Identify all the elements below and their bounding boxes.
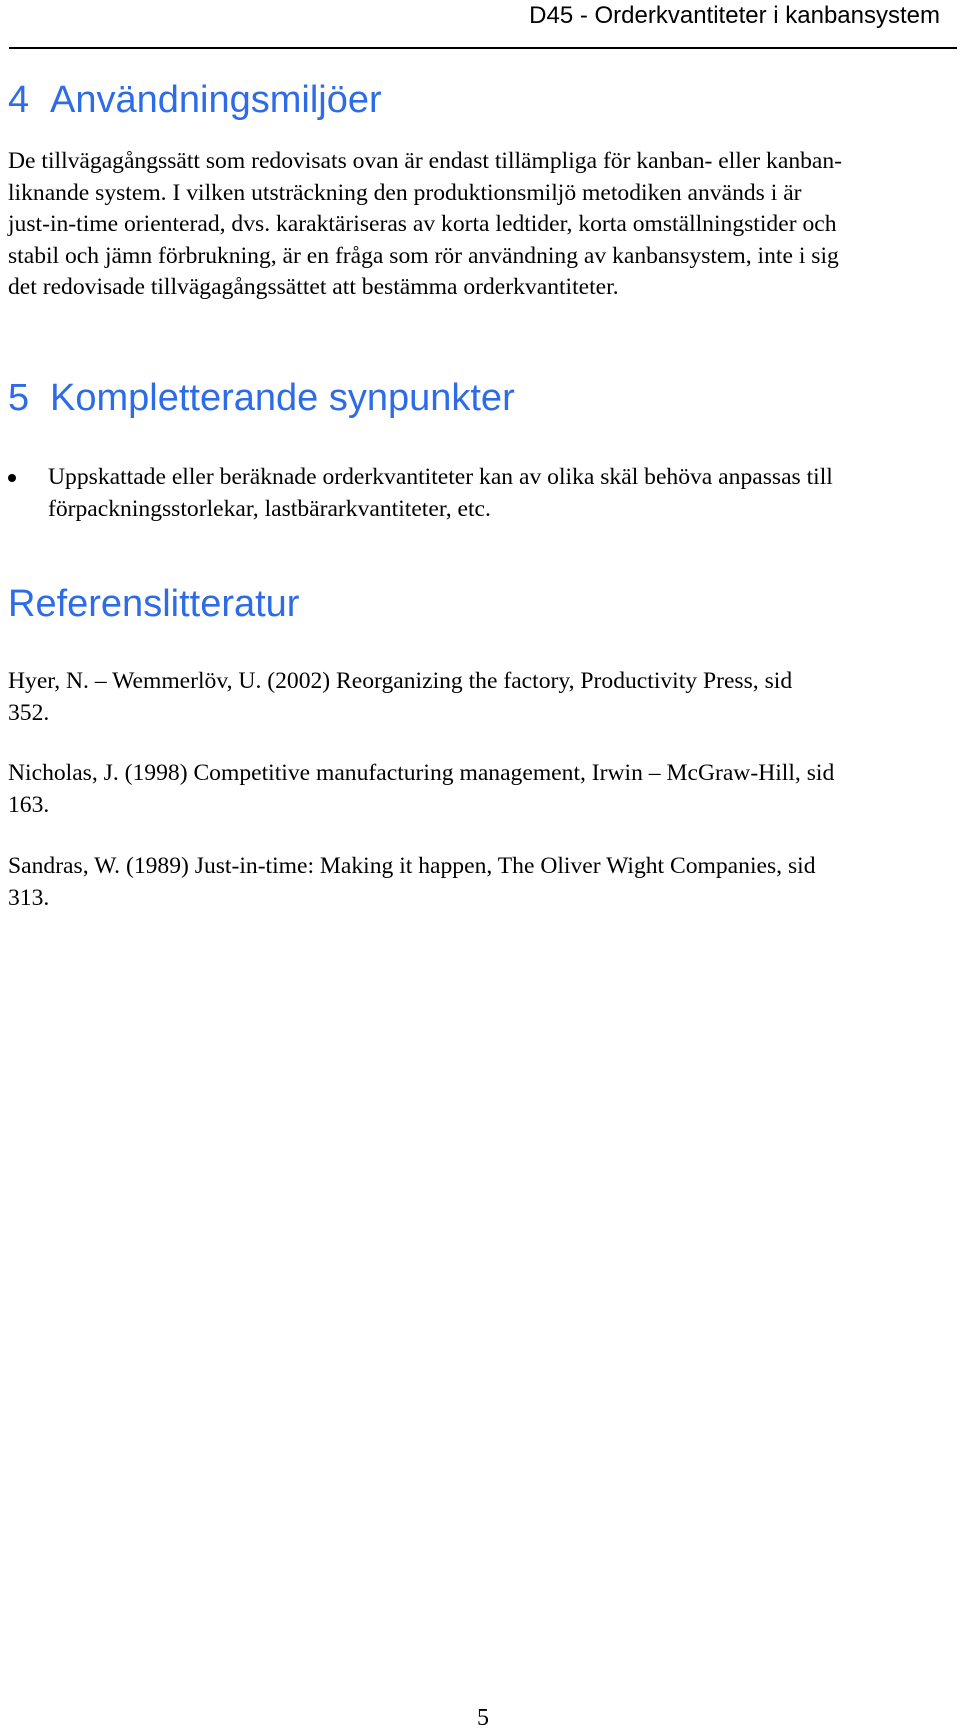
section-4-heading: [8, 78, 382, 122]
reference-line: Hyer, N. – Wemmerlöv, U. (2002) Reorganizing the factory, Productivity Press, sid: [8, 668, 793, 694]
references-heading: Referenslitteratur: [8, 583, 300, 625]
paragraph-line: just-in-time orienterad, dvs. karaktäriseras av korta ledtider, korta omställningstider och: [8, 211, 837, 237]
reference-line: Sandras, W. (1989) Just-in-time: Making it happen, The Oliver Wight Companies, sid: [8, 853, 816, 879]
section-4-number: 4: [8, 79, 30, 121]
paragraph-line: stabil och jämn förbrukning, är en fråga som rör användning av kanbansystem, inte i sig: [8, 242, 839, 269]
paragraph-line: det redovisade tillvägagångssättet att bestämma orderkvantiteter.: [8, 274, 619, 300]
section-5-heading: [8, 376, 515, 420]
reference-line: 352.: [8, 699, 50, 726]
bullet-icon: [8, 474, 16, 482]
reference-item: [8, 851, 960, 914]
reference-line: 163.: [8, 791, 50, 818]
section-4-paragraph: [8, 146, 960, 304]
reference-line: Nicholas, J. (1998) Competitive manufacturing management, Irwin – McGraw-Hill, sid: [8, 760, 835, 786]
section-5-number: 5: [8, 377, 30, 419]
page-number: 5: [477, 1705, 489, 1731]
bullet-line: förpackningsstorlekar, lastbärarkvantiteter, etc.: [48, 495, 491, 522]
paragraph-line: liknande system. I vilken utsträckning den produktionsmiljö metodiken används i är: [8, 179, 802, 206]
header-rule: [9, 47, 957, 49]
paragraph-line: De tillvägagångssätt som redovisats ovan är endast tillämpliga för kanban- eller kanban-: [8, 148, 843, 174]
section-5-title: Kompletterande synpunkter: [50, 377, 515, 419]
section-4-title: Användningsmiljöer: [50, 79, 382, 121]
bullet-line: Uppskattade eller beräknade orderkvantiteter kan av olika skäl behöva anpassas till: [48, 464, 833, 490]
reference-item: [8, 666, 960, 729]
bullet-text: [48, 462, 958, 525]
running-header: D45 - Orderkvantiteter i kanbansystem: [529, 2, 940, 29]
reference-item: [8, 758, 960, 821]
reference-line: 313.: [8, 884, 50, 911]
